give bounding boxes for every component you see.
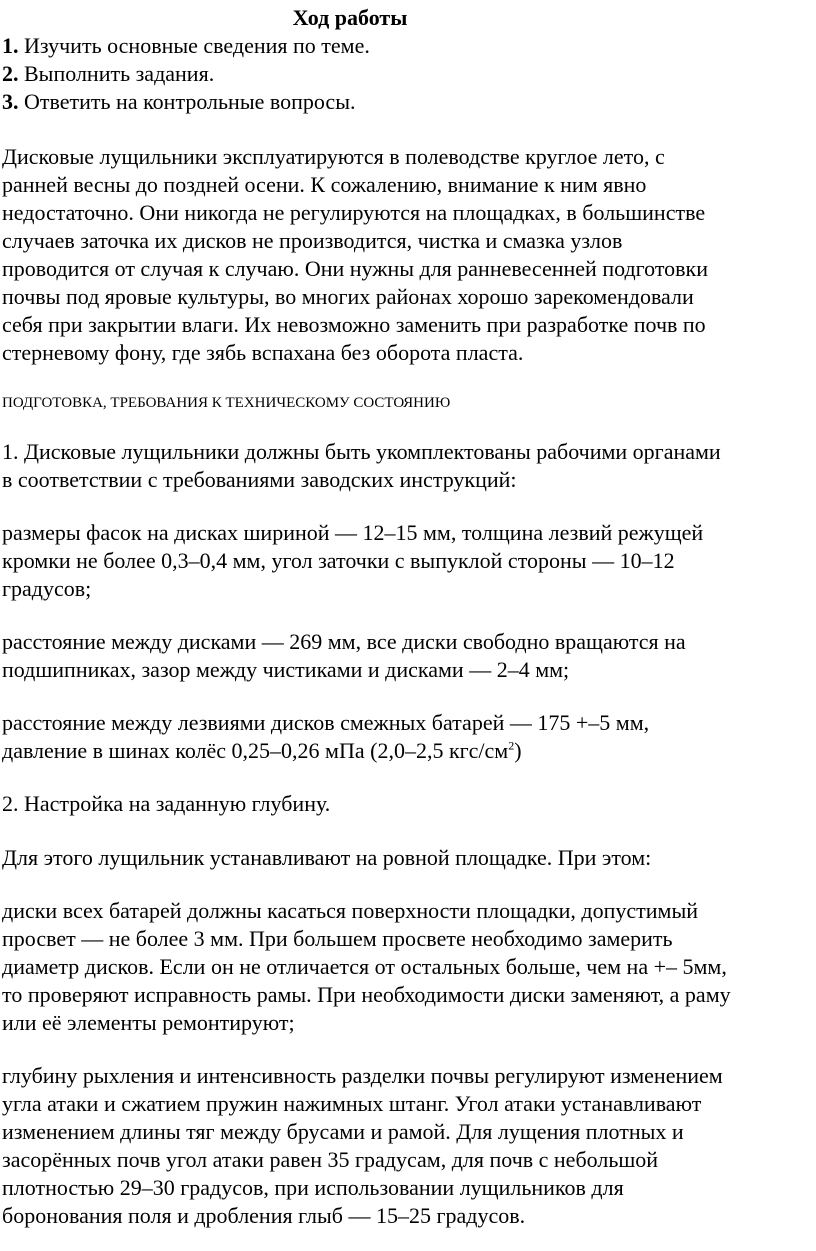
text-line: кромки не более 0,3–0,4 мм, угол заточки с выпуклой стороны — 10–12 — [2, 548, 675, 573]
text-line: ранней весны до поздней осени. К сожалению, внимание к ним явно — [2, 172, 647, 197]
page-title: Ход работы — [292, 5, 408, 30]
text-line: диаметр дисков. Если он не отличается от остальных больше, чем на +– 5мм, — [2, 954, 727, 979]
text-line: расстояние между лезвиями дисков смежных батарей — 175 +–5 мм, — [2, 710, 650, 735]
step-text: Ответить на контрольные вопросы. — [18, 89, 356, 114]
text-line: диски всех батарей должны касаться поверхности площадки, допустимый — [2, 898, 699, 923]
text-line: угла атаки и сжатием пружин нажимных штанг. Угол атаки устанавливают — [2, 1091, 702, 1116]
text-line: в соответствии с требованиями заводских инструкций: — [2, 467, 517, 492]
text-line: размеры фасок на дисках шириной — 12–15 мм, толщина лезвий режущей — [2, 520, 704, 545]
text-line — [2, 737, 522, 765]
text-line: почвы под яровые культуры, во многих районах хорошо зарекомендовали — [2, 284, 694, 309]
text-line: изменением длины тяг между брусами и рамой. Для лущения плотных и — [2, 1119, 684, 1144]
point-2-heading: 2. Настройка на заданную глубину. — [2, 791, 331, 816]
step-item — [2, 32, 370, 60]
text-line: 1. Дисковые лущильники должны быть укомплектованы рабочими органами — [2, 439, 721, 464]
text-line: боронования поля и дробления глыб — 15–25 градусов. — [2, 1203, 526, 1228]
superscript: 2 — [508, 738, 515, 753]
text-line: или её элементы ремонтируют; — [2, 1010, 295, 1035]
step-item — [2, 88, 355, 116]
step-item — [2, 60, 214, 88]
step-number: 1. — [2, 33, 19, 58]
step-number: 2. — [2, 61, 19, 86]
text-line: подшипниках, зазор между чистиками и дисками — 2–4 мм; — [2, 657, 570, 682]
step-text: Изучить основные сведения по теме. — [18, 33, 370, 58]
section-heading: ПОДГОТОВКА, ТРЕБОВАНИЯ К ТЕХНИЧЕСКОМУ СОСТОЯНИЮ — [2, 395, 451, 411]
text-line: стерневому фону, где зябь вспахана без оборота пласта. — [2, 340, 524, 365]
text-line: плотностью 29–30 градусов, при использовании лущильников для — [2, 1175, 624, 1200]
text-line: расстояние между дисками — 269 мм, все диски свободно вращаются на — [2, 629, 686, 654]
text-line: недостаточно. Они никогда не регулируются на площадках, в большинстве — [2, 200, 706, 225]
text-line: засорённых почв угол атаки равен 35 градусам, для почв с небольшой — [2, 1147, 659, 1172]
text-line: проводится от случая к случаю. Они нужны для ранневесенней подготовки — [2, 256, 709, 281]
text-line: то проверяют исправность рамы. При необходимости диски заменяют, а раму — [2, 982, 731, 1007]
text-line: градусов; — [2, 576, 92, 601]
text-line: случаев заточка их дисков не производится, чистка и смазка узлов — [2, 228, 623, 253]
setup-intro: Для этого лущильник устанавливают на ровной площадке. При этом: — [2, 845, 652, 870]
step-number: 3. — [2, 89, 19, 114]
text-line: себя при закрытии влаги. Их невозможно заменить при разработке почв по — [2, 312, 706, 337]
text-fragment: ) — [514, 738, 522, 763]
text-line: просвет — не более 3 мм. При большем просвете необходимо замерить — [2, 926, 673, 951]
text-line: глубину рыхления и интенсивность разделки почвы регулируют изменением — [2, 1063, 723, 1088]
step-text: Выполнить задания. — [18, 61, 215, 86]
text-line: Дисковые лущильники эксплуатируются в полеводстве круглое лето, с — [2, 144, 665, 169]
text-fragment: давление в шинах колёс 0,25–0,26 мПа (2,0–2,5 кгс/см — [2, 738, 509, 763]
